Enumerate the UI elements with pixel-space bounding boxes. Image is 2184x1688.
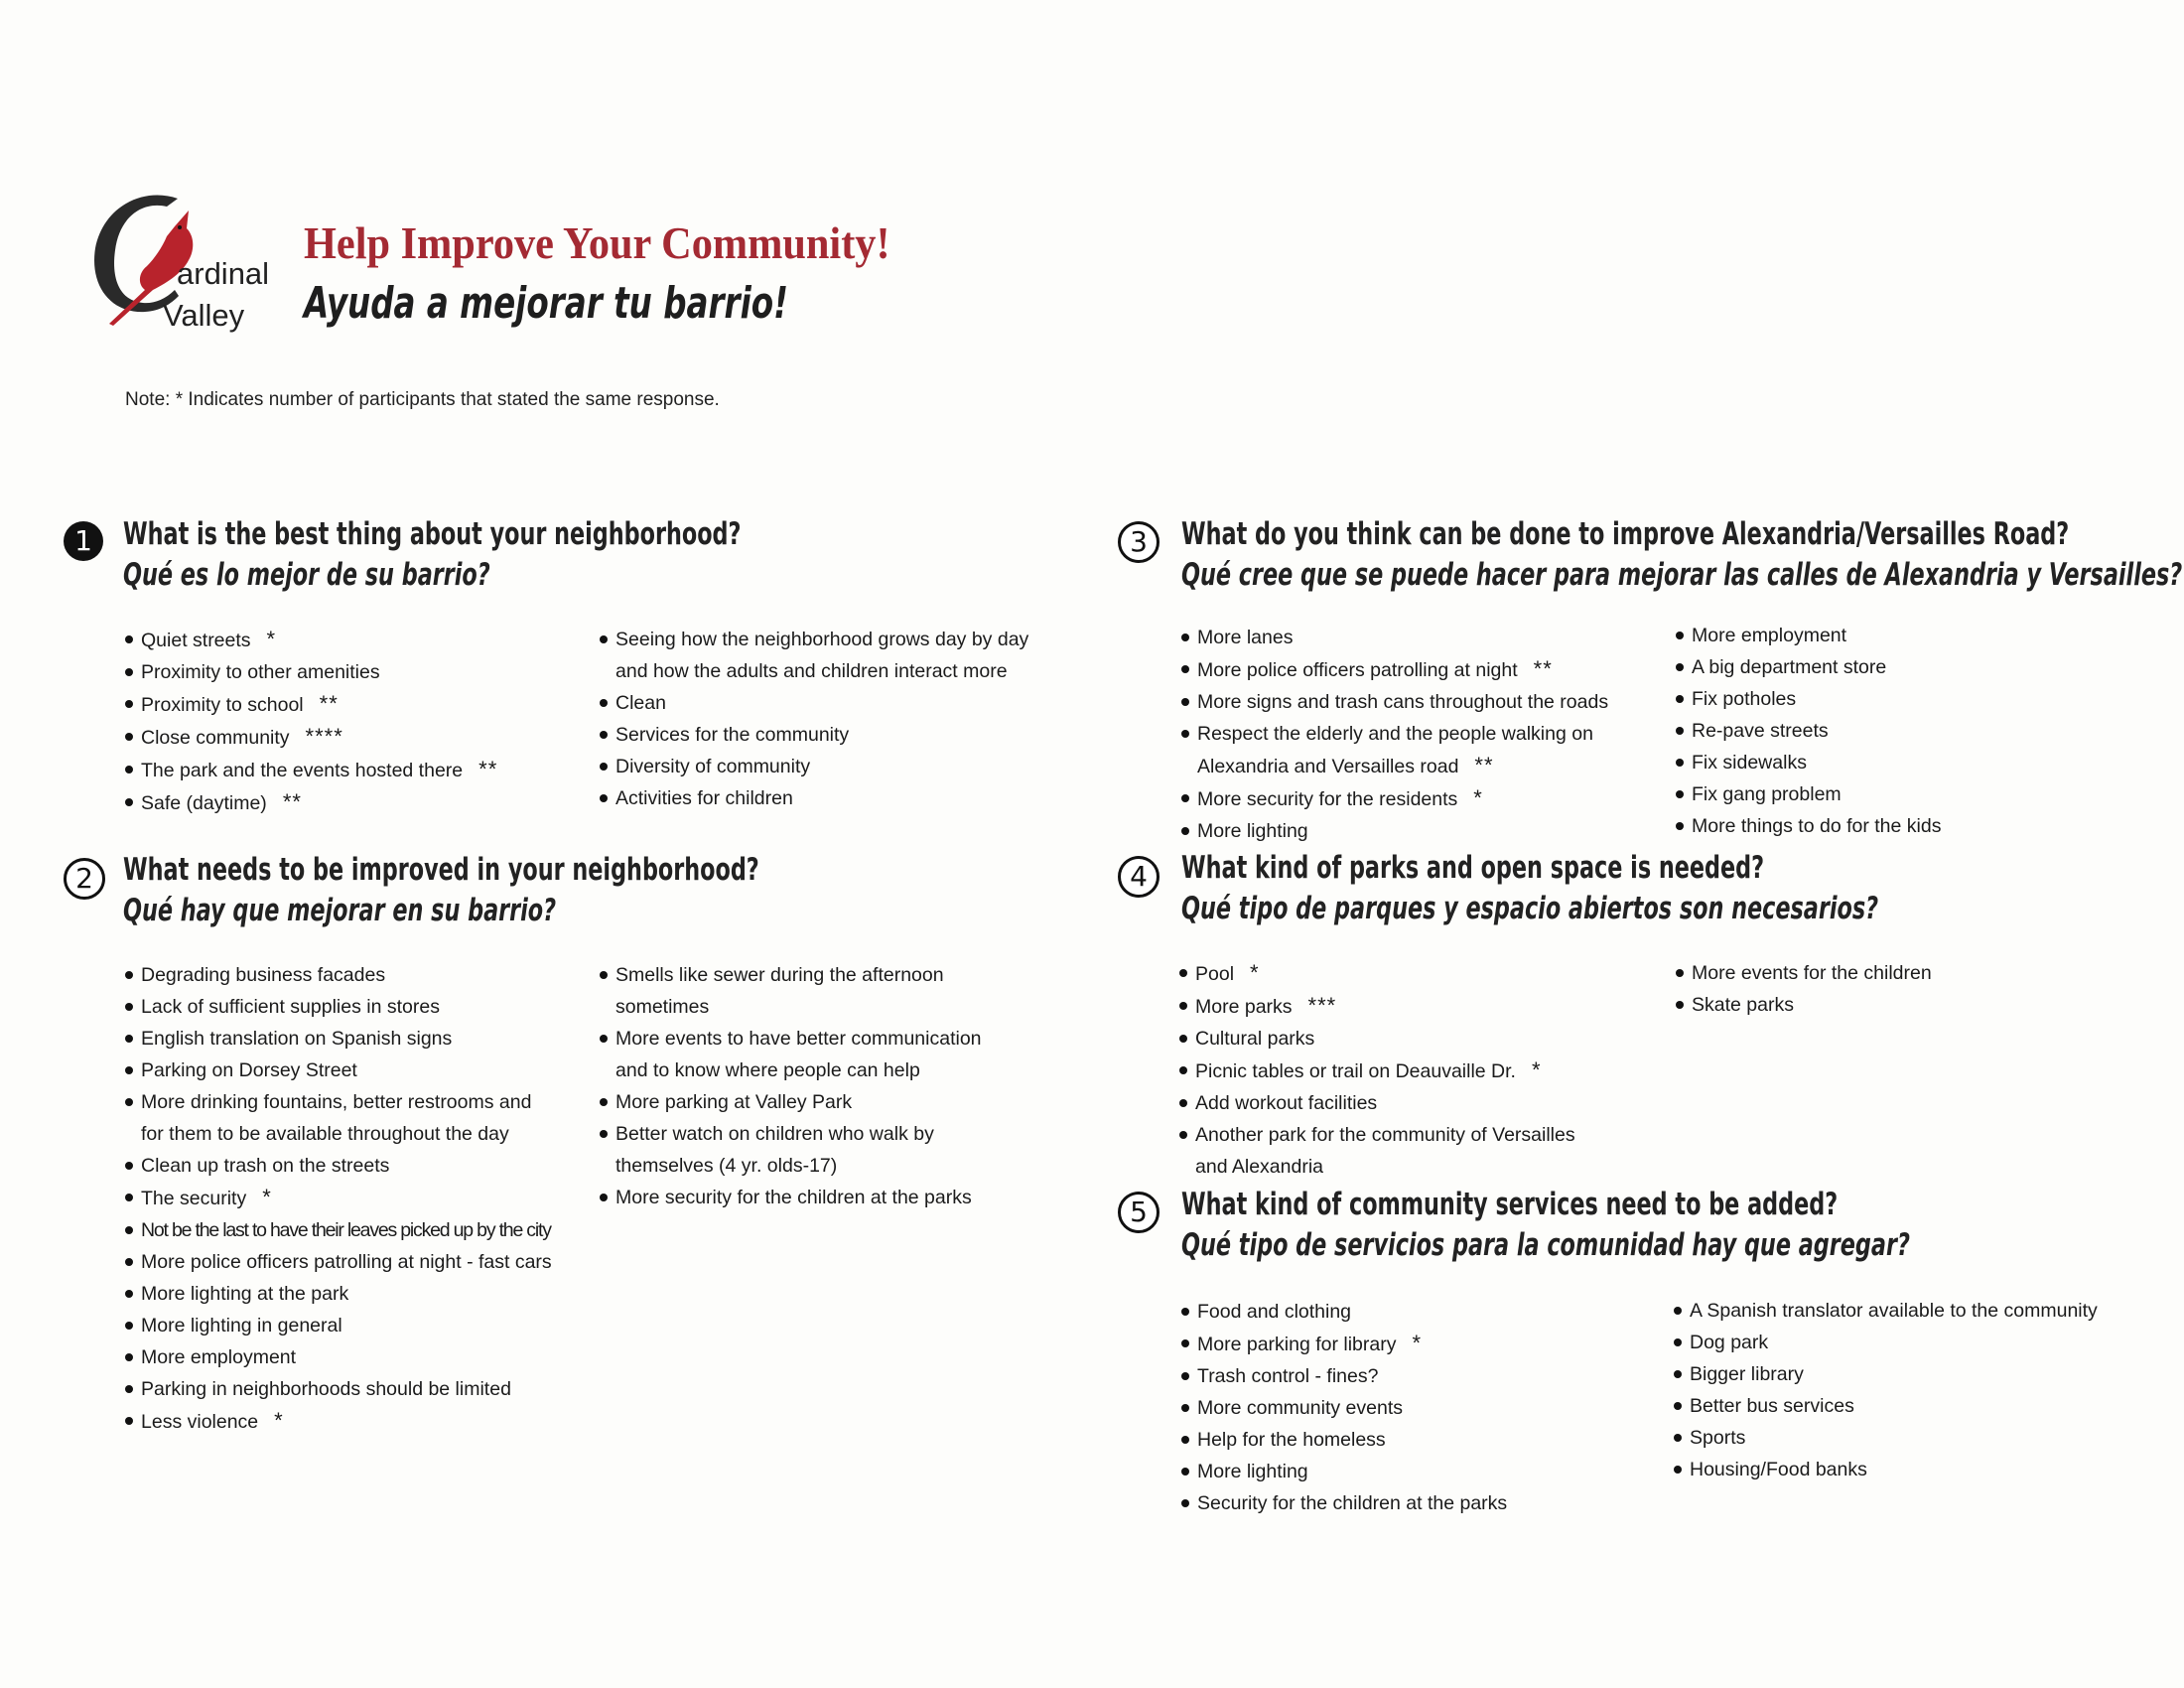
question-4-spanish: Qué tipo de parques y espacio abiertos son necesarios? [1181,891,1879,926]
list-item: More events to have better communication [600,1023,982,1055]
list-item: Diversity of community [600,751,1028,782]
question-3-english: What do you think can be done to improve Alexandria/Versailles Road? [1181,516,2070,552]
question-5-answers-right [1674,1295,2098,1485]
question-2-answers-right [600,959,982,1213]
list-item: Add workout facilities [1179,1087,1575,1119]
question-3-number-badge: 3 [1118,521,1160,563]
list-item: More lighting [1181,1456,1507,1487]
page-title-spanish: Ayuda a mejorar tu barrio! [304,278,788,329]
list-item: More security for the residents * [1181,782,1608,815]
list-item: Help for the homeless [1181,1424,1507,1456]
list-item: More things to do for the kids [1676,810,1941,842]
list-item: More signs and trash cans throughout the roads [1181,686,1608,718]
list-item: Less violence * [125,1405,552,1438]
list-item: Skate parks [1676,989,1932,1021]
list-item: The security * [125,1182,552,1214]
question-5-answers-left [1181,1296,1507,1519]
list-item: English translation on Spanish signs [125,1023,552,1055]
logo-word-valley: Valley [163,298,245,333]
list-item: Seeing how the neighborhood grows day by day [600,624,1028,655]
list-item: More employment [125,1341,552,1373]
question-5-spanish: Qué tipo de servicios para la comunidad hay que agregar? [1181,1227,1910,1263]
question-2-answers-left [125,959,552,1438]
list-item: Services for the community [600,719,1028,751]
list-item: A Spanish translator available to the community [1674,1295,2098,1327]
question-5-english: What kind of community services need to be added? [1181,1187,1839,1222]
list-item: Lack of sufficient supplies in stores [125,991,552,1023]
list-item: Proximity to other amenities [125,656,497,688]
list-item: Fix potholes [1676,683,1941,715]
list-item: Sports [1674,1422,2098,1454]
list-item-continuation: for them to be available throughout the day [141,1123,509,1145]
list-item: Dog park [1674,1327,2098,1358]
list-item: Fix sidewalks [1676,747,1941,778]
list-item: More lighting in general [125,1310,552,1341]
list-item: Safe (daytime) ** [125,786,497,819]
list-item: Bigger library [1674,1358,2098,1390]
list-item: More police officers patrolling at night ** [1181,653,1608,686]
list-item: More drinking fountains, better restrooms and [125,1086,552,1118]
list-item: More parking at Valley Park [600,1086,982,1118]
list-item: More security for the children at the parks [600,1182,982,1213]
list-item: Smells like sewer during the afternoon [600,959,982,991]
list-item: Trash control - fines? [1181,1360,1507,1392]
list-item: Housing/Food banks [1674,1454,2098,1485]
list-item-continuation: Alexandria and Versailles road ** [1197,753,1494,777]
list-item: Fix gang problem [1676,778,1941,810]
question-4-answers-left [1179,957,1575,1183]
list-item-continuation: and Alexandria [1195,1156,1324,1178]
list-item: More lanes [1181,622,1608,653]
question-1-answers-right [600,624,1028,814]
list-item: Better bus services [1674,1390,2098,1422]
question-3-spanish: Qué cree que se puede hacer para mejorar las calles de Alexandria y Versailles? [1181,557,2183,593]
list-item: More parking for library * [1181,1328,1507,1360]
list-item: Security for the children at the parks [1181,1487,1507,1519]
question-4-number-badge: 4 [1118,856,1160,898]
list-item: Picnic tables or trail on Deauvaille Dr. * [1179,1055,1575,1087]
list-item: Clean up trash on the streets [125,1150,552,1182]
list-item-continuation: sometimes [615,996,710,1018]
question-2-spanish: Qué hay que mejorar en su barrio? [123,893,557,928]
list-item: Quiet streets * [125,624,497,656]
list-item: More lighting at the park [125,1278,552,1310]
question-5-number-badge: 5 [1118,1192,1160,1233]
list-item: Pool * [1179,957,1575,990]
question-1-answers-left [125,624,497,819]
participants-note: Note: * Indicates number of participants that stated the same response. [125,389,720,410]
list-item: A big department store [1676,651,1941,683]
list-item: Better watch on children who walk by [600,1118,982,1150]
list-item-continuation: and how the adults and children interact more [615,660,1008,682]
question-3-answers-left [1181,622,1608,847]
page-title-english: Help Improve Your Community! [304,217,890,268]
list-item: More employment [1676,620,1941,651]
list-item: Close community **** [125,721,497,754]
question-2-number-badge: 2 [64,858,105,900]
question-2-english: What needs to be improved in your neighborhood? [123,852,759,888]
list-item: More events for the children [1676,957,1932,989]
question-4-answers-right [1676,957,1932,1021]
list-item: More parks *** [1179,990,1575,1023]
list-item: The park and the events hosted there ** [125,754,497,786]
list-item: Cultural parks [1179,1023,1575,1055]
question-3-answers-right [1676,620,1941,842]
list-item: Another park for the community of Versailles [1179,1119,1575,1151]
list-item: Degrading business facades [125,959,552,991]
list-item: Food and clothing [1181,1296,1507,1328]
list-item: More lighting [1181,815,1608,847]
question-1-spanish: Qué es lo mejor de su barrio? [123,557,490,593]
question-4-english: What kind of parks and open space is needed? [1181,850,1765,886]
question-1-number-badge: 1 [64,521,103,561]
list-item: Proximity to school ** [125,688,497,721]
list-item-continuation: and to know where people can help [615,1059,920,1081]
list-item: Respect the elderly and the people walking on [1181,718,1608,750]
list-item: More police officers patrolling at night - fast cars [125,1246,552,1278]
logo-word-cardinal: ardinal [177,256,270,291]
list-item: Clean [600,687,1028,719]
list-item: Not be the last to have their leaves picked up by the city [125,1214,552,1246]
question-1-english: What is the best thing about your neighborhood? [123,516,742,552]
list-item: Activities for children [600,782,1028,814]
list-item: Re-pave streets [1676,715,1941,747]
list-item: More community events [1181,1392,1507,1424]
list-item: Parking on Dorsey Street [125,1055,552,1086]
list-item-continuation: themselves (4 yr. olds-17) [615,1155,838,1177]
list-item: Parking in neighborhoods should be limited [125,1373,552,1405]
